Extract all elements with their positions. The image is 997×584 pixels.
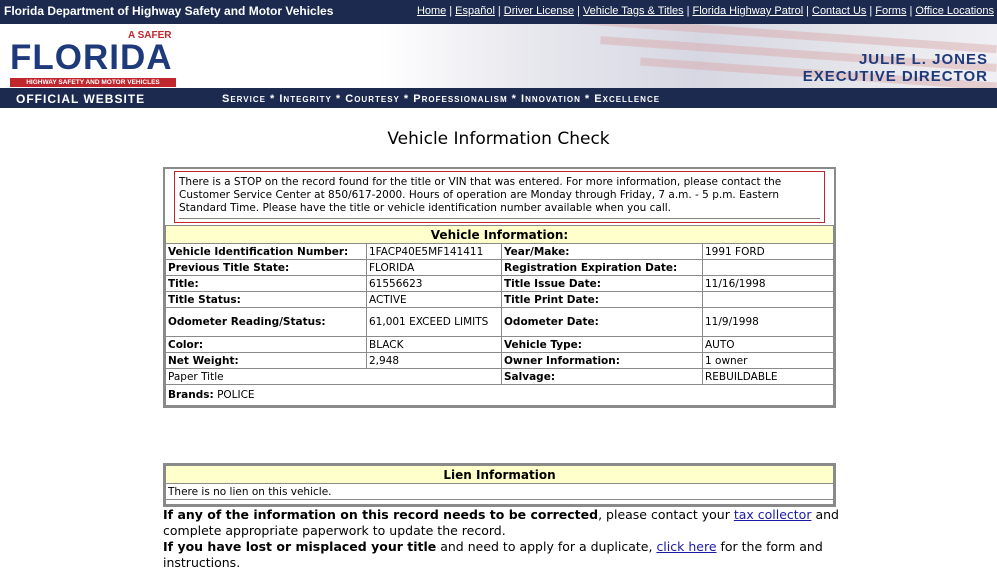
agency-values: Service * Integrity * Courtesy * Professionalism * Innovation * Excellence — [222, 93, 661, 105]
title-value: 61556623 — [367, 276, 502, 292]
duplicate-text: and need to apply for a duplicate, — [436, 539, 657, 554]
logo-subtitle: HIGHWAY SAFETY AND MOTOR VEHICLES — [10, 78, 176, 87]
nav-vehicle-tags-link[interactable]: Vehicle Tags & Titles — [582, 5, 684, 17]
notice-divider — [179, 218, 820, 219]
vehicle-info-panel — [163, 167, 836, 408]
vehicle-info-header: Vehicle Information: — [166, 226, 834, 244]
correction-text: , please contact your — [598, 507, 734, 522]
prev-title-state-value: FLORIDA — [367, 260, 502, 276]
top-nav: Home | Español | Driver License | Vehicle Tags & Titles | Florida Highway Patrol | Contact Us | Forms | Office Locations — [416, 5, 994, 17]
lien-info-table — [165, 465, 834, 505]
odometer-value: 61,001 EXCEED LIMITS — [367, 308, 502, 337]
table-row — [166, 244, 834, 260]
net-weight-value: 2,948 — [367, 353, 502, 369]
table-row — [166, 260, 834, 276]
owner-info-value: 1 owner — [703, 353, 834, 369]
net-weight-label: Net Weight: — [166, 353, 367, 369]
table-row — [166, 353, 834, 369]
table-row — [166, 385, 834, 406]
odometer-date-label: Odometer Date: — [502, 308, 703, 337]
vin-label: Vehicle Identification Number: — [166, 244, 367, 260]
table-row — [166, 276, 834, 292]
table-row — [166, 484, 834, 500]
nav-highway-patrol-link[interactable]: Florida Highway Patrol — [692, 5, 804, 17]
title-issue-value: 11/16/1998 — [703, 276, 834, 292]
reg-expiration-label: Registration Expiration Date: — [502, 260, 703, 276]
title-issue-label: Title Issue Date: — [502, 276, 703, 292]
reg-expiration-value — [703, 260, 834, 276]
vehicle-type-label: Vehicle Type: — [502, 337, 703, 353]
stop-notice-text: There is a STOP on the record found for the title or VIN that was entered. For more information, please contact the Customer Service Center at 850/617-2000. Hours of operation are Monday through Friday, 7 a.m. - 5 p.m. Eastern Standard Time. Please have the title or vehicle identification number available when you call. — [179, 176, 782, 214]
salvage-label: Salvage: — [502, 369, 703, 385]
vehicle-type-value: AUTO — [703, 337, 834, 353]
correction-tail: and complete appropriate paperwork to update the record. — [163, 507, 839, 538]
director-name: JULIE L. JONES — [858, 51, 988, 68]
footer-instructions — [163, 507, 853, 571]
table-row — [166, 369, 834, 385]
odometer-date-value: 11/9/1998 — [703, 308, 834, 337]
correction-paragraph — [163, 507, 853, 539]
nav-office-locations-link[interactable]: Office Locations — [915, 5, 994, 17]
vin-value: 1FACP40E5MF141411 — [367, 244, 502, 260]
paper-title: Paper Title — [166, 369, 502, 385]
salvage-value: REBUILDABLE — [703, 369, 834, 385]
title-status-label: Title Status: — [166, 292, 367, 308]
title-print-label: Title Print Date: — [502, 292, 703, 308]
top-bar — [0, 0, 997, 24]
year-make-label: Year/Make: — [502, 244, 703, 260]
nav-home-link[interactable]: Home — [416, 5, 447, 17]
duplicate-paragraph — [163, 539, 853, 571]
lien-info-header: Lien Information — [166, 466, 834, 484]
title-label: Title: — [166, 276, 367, 292]
values-bar — [0, 88, 997, 108]
correction-bold: If any of the information on this record needs to be corrected — [163, 507, 599, 522]
nav-forms-link[interactable]: Forms — [875, 5, 907, 17]
brands-cell — [166, 385, 834, 406]
logo-tagline: A SAFER — [128, 30, 172, 41]
official-website-label: OFFICIAL WEBSITE — [16, 92, 146, 106]
prev-title-state-label: Previous Title State: — [166, 260, 367, 276]
nav-contact-link[interactable]: Contact Us — [812, 5, 867, 17]
banner — [0, 24, 997, 88]
color-value: BLACK — [367, 337, 502, 353]
tax-collector-link[interactable]: tax collector — [733, 507, 812, 522]
stop-notice — [174, 171, 825, 223]
florida-logo[interactable] — [10, 30, 176, 86]
lien-info-panel — [163, 463, 836, 507]
table-row — [166, 292, 834, 308]
logo-word: FLORIDA — [10, 38, 173, 77]
duplicate-tail: for the form and instructions. — [163, 539, 823, 570]
click-here-link[interactable]: click here — [656, 539, 717, 554]
nav-espanol-link[interactable]: Español — [455, 5, 495, 17]
director-block — [803, 51, 988, 85]
odometer-label: Odometer Reading/Status: — [166, 308, 367, 337]
vehicle-info-table — [165, 225, 834, 406]
table-row — [166, 308, 834, 337]
duplicate-bold: If you have lost or misplaced your title — [163, 539, 437, 554]
year-make-value: 1991 FORD — [703, 244, 834, 260]
brands-value: POLICE — [217, 389, 255, 401]
title-status-value: ACTIVE — [367, 292, 502, 308]
nav-driver-license-link[interactable]: Driver License — [503, 5, 575, 17]
brands-label: Brands: — [168, 389, 214, 401]
agency-name: Florida Department of Highway Safety and Motor Vehicles — [4, 4, 334, 18]
owner-info-label: Owner Information: — [502, 353, 703, 369]
lien-info-text: There is no lien on this vehicle. — [166, 484, 834, 500]
title-print-value — [703, 292, 834, 308]
table-row — [166, 337, 834, 353]
color-label: Color: — [166, 337, 367, 353]
page-title: Vehicle Information Check — [387, 129, 610, 149]
director-title: EXECUTIVE DIRECTOR — [802, 68, 988, 85]
lien-spacer — [166, 500, 834, 505]
